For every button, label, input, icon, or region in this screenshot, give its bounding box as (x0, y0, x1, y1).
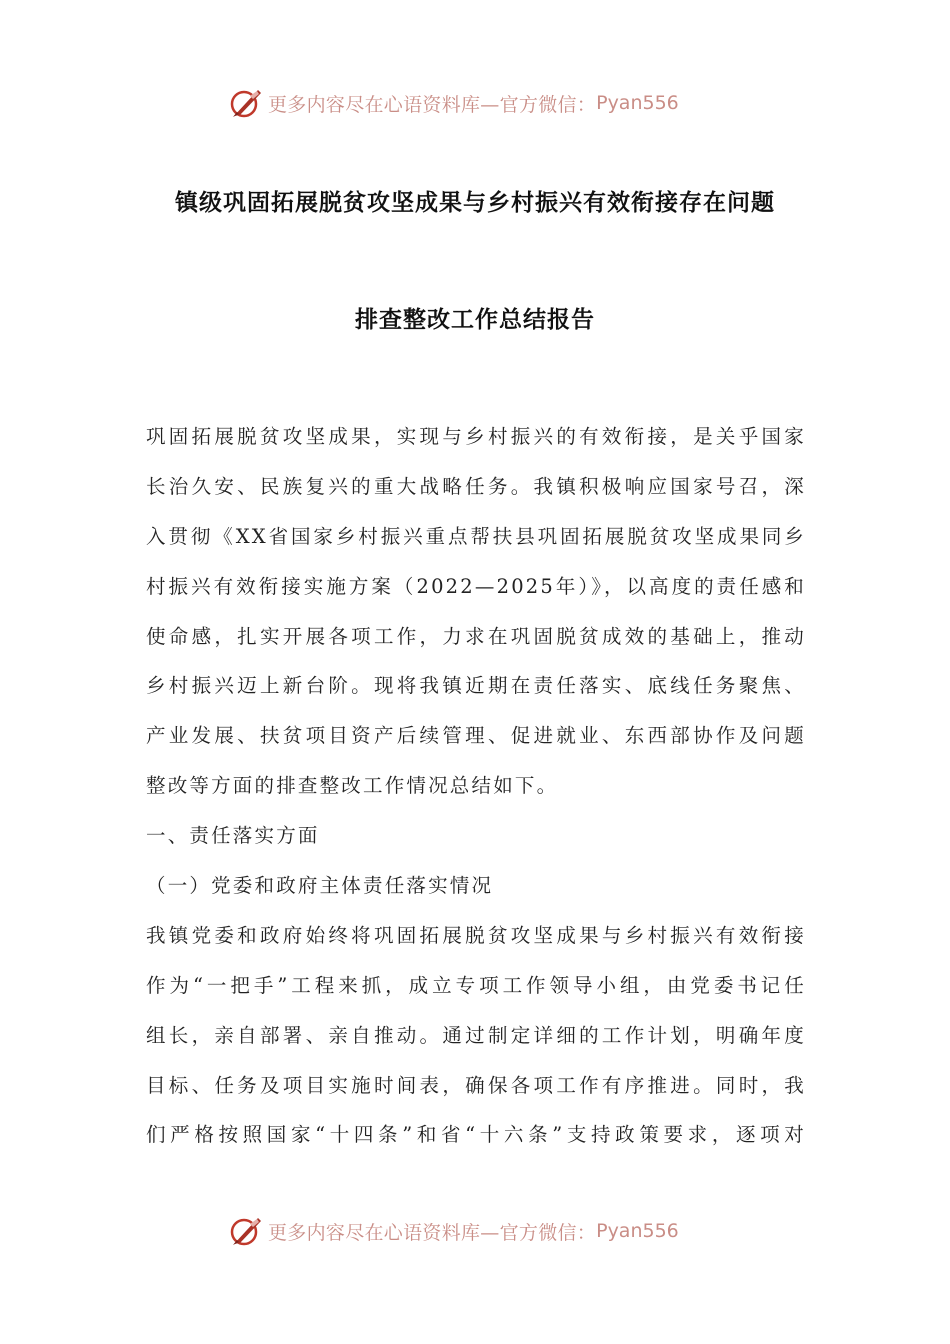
paragraph-line: 们严格按照国家“十四条”和省“十六条”支持政策要求，逐项对 (146, 1123, 806, 1147)
section-heading: 一、责任落实方面 (146, 824, 320, 848)
paragraph-line: 使命感，扎实开展各项工作，力求在巩固脱贫成效的基础上，推动 (146, 624, 806, 648)
paragraph-line: 组长，亲自部署、亲自推动。通过制定详细的工作计划，明确年度 (146, 1023, 806, 1047)
document-title-line-2: 排查整改工作总结报告 (355, 306, 595, 333)
subsection-heading: （一）党委和政府主体责任落实情况 (146, 874, 494, 898)
paragraph-line: 入贯彻《XX省国家乡村振兴重点帮扶县巩固拓展脱贫攻坚成果同乡 (146, 524, 806, 548)
watermark-header (228, 83, 679, 123)
document-title-line-1: 镇级巩固拓展脱贫攻坚成果与乡村振兴有效衔接存在问题 (175, 189, 775, 216)
paragraph-line: 长治久安、民族复兴的重大战略任务。我镇积极响应国家号召，深 (146, 474, 806, 498)
paragraph-line: 巩固拓展脱贫攻坚成果，实现与乡村振兴的有效衔接，是关乎国家 (146, 425, 806, 448)
paragraph-line: 作为“一把手”工程来抓，成立专项工作领导小组，由党委书记任 (146, 973, 806, 997)
paragraph-line: 我镇党委和政府始终将巩固拓展脱贫攻坚成果与乡村振兴有效衔接 (146, 923, 806, 947)
quill-logo-icon (228, 85, 264, 121)
paragraph-line: 整改等方面的排查整改工作情况总结如下。 (146, 774, 559, 798)
watermark-wechat-id: Pyan556 (596, 1220, 679, 1242)
quill-logo-icon (228, 1213, 264, 1249)
document-body (146, 412, 806, 1160)
watermark-text: 更多内容尽在心语资料库—官方微信： (268, 1221, 597, 1244)
watermark-wechat-id: Pyan556 (596, 92, 679, 114)
paragraph-line: 产业发展、扶贫项目资产后续管理、促进就业、东西部协作及问题 (146, 724, 806, 748)
paragraph-line: 村振兴有效衔接实施方案（2022—2025年）》，以高度的责任感和 (146, 574, 806, 598)
paragraph-line: 目标、任务及项目实施时间表，确保各项工作有序推进。同时，我 (146, 1073, 806, 1097)
watermark-footer (228, 1211, 679, 1251)
paragraph-line: 乡村振兴迈上新台阶。现将我镇近期在责任落实、底线任务聚焦、 (146, 674, 806, 698)
watermark-text: 更多内容尽在心语资料库—官方微信： (268, 93, 597, 116)
